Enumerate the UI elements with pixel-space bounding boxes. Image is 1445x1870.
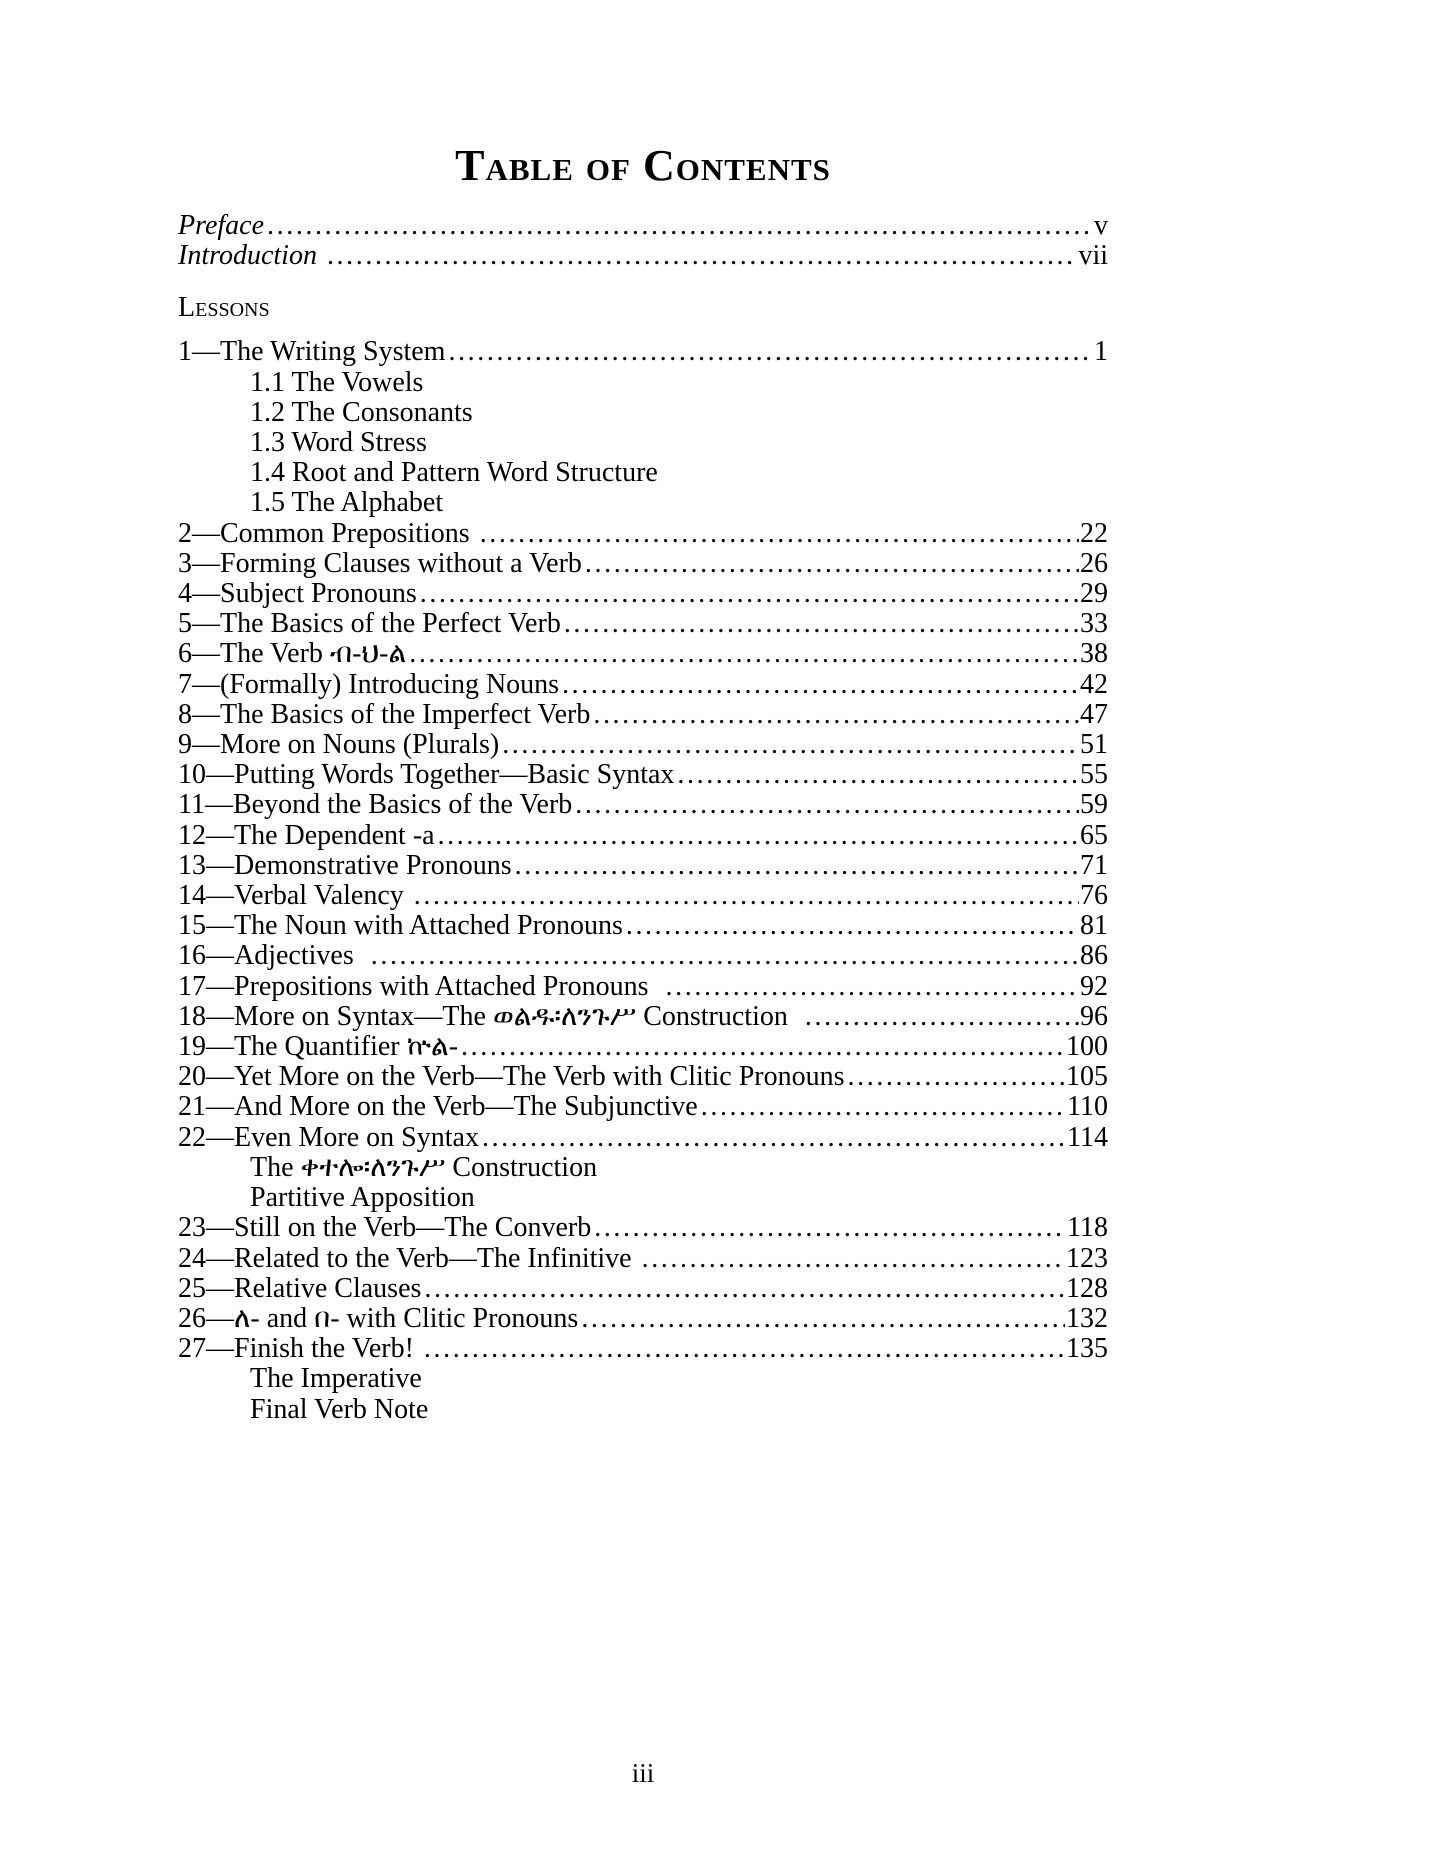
page-number-footer: iii xyxy=(631,1757,655,1788)
toc-entry-page-number: 118 xyxy=(1067,1212,1108,1244)
toc-entry-label: 1.2 The Consonants xyxy=(250,396,473,428)
toc-row xyxy=(178,1153,1108,1183)
toc-entry-label: 1.3 Word Stress xyxy=(250,427,427,459)
toc-entry-page-number: 33 xyxy=(1080,608,1108,640)
toc-entry-page-number: 29 xyxy=(1080,578,1108,610)
toc-entry-page-number: 22 xyxy=(1080,517,1108,549)
toc-row xyxy=(178,881,1108,911)
dot-leader xyxy=(575,790,1079,820)
toc-row xyxy=(178,1274,1108,1304)
dot-leader xyxy=(420,579,1079,609)
dot-leader xyxy=(701,1092,1066,1122)
toc-entry-label: 12—The Dependent -a xyxy=(178,819,435,851)
toc-entry-label: 1.1 The Vowels xyxy=(250,366,424,398)
toc-entry-page-number: 96 xyxy=(1080,1000,1108,1032)
toc-row xyxy=(178,1364,1108,1394)
toc-row xyxy=(178,368,1108,398)
toc-entry-label: 18—More on Syntax—The ወልዱ፡ለንጉሥ Construction xyxy=(178,1000,802,1032)
toc-row xyxy=(178,1304,1108,1334)
toc-row xyxy=(178,1123,1108,1153)
toc-entry-label: 5—The Basics of the Perfect Verb xyxy=(178,608,561,640)
toc-entry-page-number: 55 xyxy=(1080,759,1108,791)
toc-entry-page-number: 26 xyxy=(1080,547,1108,579)
page-title: Table of Contents xyxy=(455,141,831,190)
toc-row xyxy=(178,911,1108,941)
toc-entry-page-number: 42 xyxy=(1080,668,1108,700)
front-matter-list xyxy=(178,211,1108,271)
toc-entry-label: 21—And More on the Verb—The Subjunctive xyxy=(178,1091,698,1123)
toc-row xyxy=(178,730,1108,760)
toc-entry-label: Final Verb Note xyxy=(250,1393,429,1425)
dot-leader xyxy=(585,549,1079,579)
toc-entry-page-number: 110 xyxy=(1067,1091,1108,1123)
toc-entry-page-number: 1 xyxy=(1094,336,1108,368)
toc-entry-page-number: 100 xyxy=(1066,1031,1108,1063)
dot-leader xyxy=(482,1123,1066,1153)
toc-row xyxy=(178,1062,1108,1092)
toc-entry-label: 7—(Formally) Introducing Nouns xyxy=(178,668,560,700)
dot-leader xyxy=(666,972,1079,1002)
toc-entry-page-number: 128 xyxy=(1066,1272,1108,1304)
toc-entry-page-number: vii xyxy=(1078,240,1108,272)
toc-entry-label: Partitive Apposition xyxy=(250,1182,475,1214)
toc-entry-page-number: 47 xyxy=(1080,698,1108,730)
toc-entry-label: 9—More on Nouns (Plurals) xyxy=(178,729,500,761)
lessons-list xyxy=(178,337,1108,1424)
toc-entry-label: 1.5 The Alphabet xyxy=(250,487,444,519)
toc-row xyxy=(178,1002,1108,1032)
toc-entry-label: 23—Still on the Verb—The Converb xyxy=(178,1212,592,1244)
toc-row xyxy=(178,700,1108,730)
toc-row xyxy=(178,211,1108,241)
dot-leader xyxy=(414,881,1079,911)
toc-entry-label: Introduction xyxy=(178,240,324,272)
toc-entry-page-number: 38 xyxy=(1080,638,1108,670)
toc-entry-label: 11—Beyond the Basics of the Verb xyxy=(178,789,573,821)
toc-row xyxy=(178,670,1108,700)
toc-row xyxy=(178,609,1108,639)
toc-row xyxy=(178,760,1108,790)
toc-entry-page-number: 51 xyxy=(1080,729,1108,761)
toc-entry-page-number: 135 xyxy=(1066,1333,1108,1365)
dot-leader xyxy=(424,1274,1065,1304)
toc-entry-label: Preface xyxy=(178,210,265,241)
toc-entry-label: 15—The Noun with Attached Pronouns xyxy=(178,910,623,942)
toc-entry-label: 6—The Verb ብ-ህ-ል xyxy=(178,638,407,670)
toc-entry-label: 27—Finish the Verb! xyxy=(178,1333,421,1365)
toc-row xyxy=(178,790,1108,820)
dot-leader xyxy=(267,211,1093,241)
toc-row xyxy=(178,639,1108,669)
toc-entry-label: 4—Subject Pronouns xyxy=(178,578,417,610)
toc-entry-label: 1—The Writing System xyxy=(178,336,446,368)
dot-leader xyxy=(626,911,1079,941)
toc-row xyxy=(178,941,1108,971)
toc-row xyxy=(178,972,1108,1002)
toc-entry-page-number: 105 xyxy=(1066,1061,1108,1093)
toc-row xyxy=(178,1244,1108,1274)
toc-entry-label: 13—Demonstrative Pronouns xyxy=(178,849,512,881)
toc-entry-label: 22—Even More on Syntax xyxy=(178,1121,479,1153)
toc-row xyxy=(178,821,1108,851)
toc-entry-page-number: v xyxy=(1094,210,1108,241)
dot-leader xyxy=(677,760,1079,790)
dot-leader xyxy=(593,700,1079,730)
toc-row xyxy=(178,519,1108,549)
dot-leader xyxy=(515,851,1079,881)
toc-entry-page-number: 86 xyxy=(1080,940,1108,972)
toc-entry-label: 19—The Quantifier ኵል- xyxy=(178,1031,459,1063)
dot-leader xyxy=(805,1002,1079,1032)
toc-row xyxy=(178,1092,1108,1122)
toc-entry-label: 8—The Basics of the Imperfect Verb xyxy=(178,698,591,730)
dot-leader xyxy=(594,1213,1066,1243)
toc-row xyxy=(178,488,1108,518)
toc-entry-page-number: 81 xyxy=(1080,910,1108,942)
toc-row xyxy=(178,458,1108,488)
toc-entry-page-number: 114 xyxy=(1067,1121,1108,1153)
toc-row xyxy=(178,428,1108,458)
toc-entry-page-number: 65 xyxy=(1080,819,1108,851)
toc-entry-label: 26—ለ- and በ- with Clitic Pronouns xyxy=(178,1302,579,1334)
dot-leader xyxy=(438,821,1079,851)
toc-row xyxy=(178,1213,1108,1243)
dot-leader xyxy=(502,730,1079,760)
toc-entry-page-number: 92 xyxy=(1080,970,1108,1002)
dot-leader xyxy=(480,519,1079,549)
dot-leader xyxy=(848,1062,1065,1092)
toc-entry-label: 20—Yet More on the Verb—The Verb with Clitic Pronouns xyxy=(178,1061,845,1093)
toc-entry-label: The ቀተሎ፡ለንጉሥ Construction xyxy=(250,1151,598,1183)
toc-entry-page-number: 132 xyxy=(1066,1302,1108,1334)
toc-entry-page-number: 71 xyxy=(1080,849,1108,881)
toc-row xyxy=(178,549,1108,579)
dot-leader xyxy=(581,1304,1065,1334)
toc-entry-label: 2—Common Prepositions xyxy=(178,517,477,549)
dot-leader xyxy=(562,670,1079,700)
toc-entry-page-number: 59 xyxy=(1080,789,1108,821)
dot-leader xyxy=(327,241,1077,271)
toc-entry-page-number: 76 xyxy=(1080,880,1108,912)
toc-row xyxy=(178,337,1108,367)
toc-entry-page-number: 123 xyxy=(1066,1242,1108,1274)
dot-leader xyxy=(461,1032,1065,1062)
toc-entry-label: 17—Prepositions with Attached Pronouns xyxy=(178,970,663,1002)
dot-leader xyxy=(371,941,1079,971)
toc-entry-label: 3—Forming Clauses without a Verb xyxy=(178,547,582,579)
toc-entry-label: 16—Adjectives xyxy=(178,940,368,972)
dot-leader xyxy=(642,1244,1065,1274)
toc-row xyxy=(178,579,1108,609)
toc-entry-label: 24—Related to the Verb—The Infinitive xyxy=(178,1242,639,1274)
toc-entry-label: 1.4 Root and Pattern Word Structure xyxy=(250,457,658,489)
toc-row xyxy=(178,1334,1108,1364)
toc-content xyxy=(178,140,1108,1788)
dot-leader xyxy=(409,639,1079,669)
toc-row xyxy=(178,398,1108,428)
toc-entry-label: The Imperative xyxy=(250,1363,422,1395)
toc-row xyxy=(178,1395,1108,1425)
toc-entry-label: 10—Putting Words Together—Basic Syntax xyxy=(178,759,675,791)
toc-row xyxy=(178,851,1108,881)
toc-row xyxy=(178,1032,1108,1062)
dot-leader xyxy=(448,337,1093,367)
dot-leader xyxy=(424,1334,1065,1364)
lessons-section-heading: Lessons xyxy=(178,292,270,324)
dot-leader xyxy=(564,609,1079,639)
toc-row xyxy=(178,1183,1108,1213)
toc-entry-label: 14—Verbal Valency xyxy=(178,880,411,912)
toc-row xyxy=(178,241,1108,271)
toc-entry-label: 25—Relative Clauses xyxy=(178,1272,422,1304)
